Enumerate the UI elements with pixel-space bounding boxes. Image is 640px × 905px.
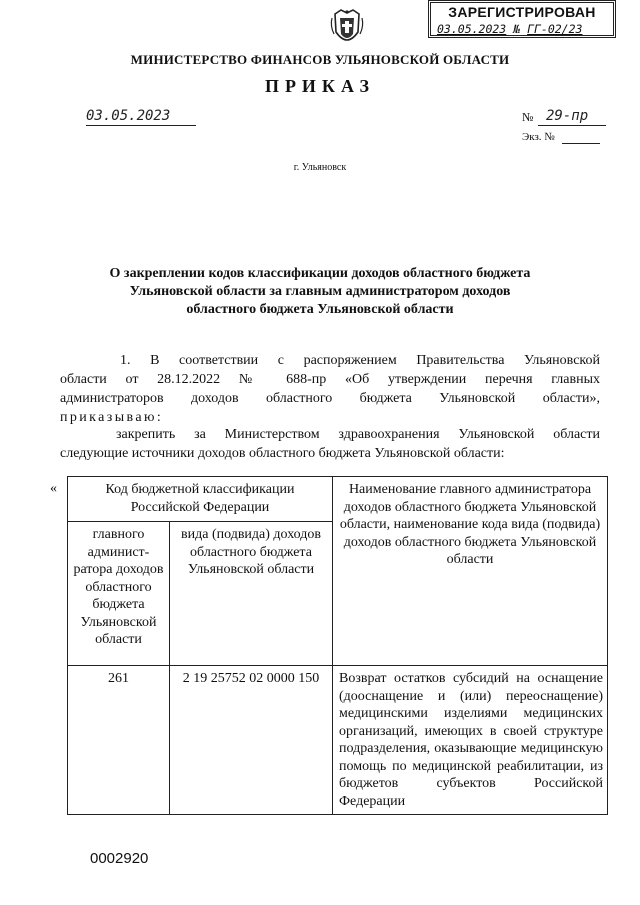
title-line: Ульяновской области за главным администратором доходов <box>129 284 511 299</box>
income-codes-table <box>67 476 608 815</box>
paragraph-1 <box>60 351 600 408</box>
para2-line: следующие источники доходов областного бюджета Ульяновской области: <box>60 446 505 461</box>
title-line: О закреплении кодов классификации доходов областного бюджета <box>109 266 531 281</box>
order-date: 03.05.2023 <box>86 108 196 126</box>
title-line: областного бюджета Ульяновской области <box>186 302 454 317</box>
admin-code-cell: 261 <box>68 666 170 815</box>
stamp-number: ГГ-02/23 <box>527 22 583 36</box>
copy-number-line <box>562 131 600 144</box>
city: г. Ульяновск <box>293 162 347 173</box>
order-number: 29-пр <box>538 108 606 126</box>
table-row <box>68 666 608 815</box>
copy-number-label: Экз. № <box>522 131 555 143</box>
opening-quote: « <box>50 481 57 496</box>
header-administrator-name: Наименование главного администратора доходов областного бюджета Ульяновской области, наименование кода вида (подвида) доходов областного бюджета Ульяновской области <box>333 477 608 666</box>
registration-stamp <box>428 0 616 38</box>
document-type: ПРИКАЗ <box>264 76 376 96</box>
stamp-date: 03.05.2023 <box>437 22 507 36</box>
income-name-cell: Возврат остатков субсидий на оснащение (дооснащение и (или) переоснащение) медицинскими изделиями медицинских организаций, имеющих в своей структуре подразделения, оказывающие медицинскую помощь по медицинской реабилитации, из бюджетов субъектов Российской Федерации <box>333 666 608 815</box>
subheader-admin-code: главного админист-ратора доходов областного бюджета Ульяновской области <box>68 522 170 666</box>
header-bk-code: Код бюджетной классификации Российской Федерации <box>68 477 333 522</box>
stamp-no-sign: № <box>513 22 521 36</box>
para2-line: закрепить за Министерством здравоохранения Ульяновской области <box>116 427 600 442</box>
stamp-details <box>437 22 582 36</box>
document-serial-number: 0002920 <box>90 850 149 867</box>
para1-line: области от 28.12.2022 № 688-пр «Об утверждении перечня главных <box>60 372 600 387</box>
paragraph-2 <box>60 425 600 444</box>
prikazyvayu: приказываю: <box>60 410 164 425</box>
ministry-name: МИНИСТЕРСТВО ФИНАНСОВ УЛЬЯНОВСКОЙ ОБЛАСТИ <box>130 52 510 67</box>
order-title <box>60 265 580 319</box>
para1-line: 1. В соответствии с распоряжением Правительства Ульяновской <box>120 353 600 368</box>
coat-of-arms-icon <box>329 8 365 50</box>
subheader-income-code: вида (подвида) доходов областного бюджета Ульяновской области <box>170 522 333 666</box>
order-number-label: № <box>522 110 534 124</box>
stamp-title: ЗАРЕГИСТРИРОВАН <box>448 4 596 20</box>
income-code-cell: 2 19 25752 02 0000 150 <box>170 666 333 815</box>
para1-line: администраторов доходов областного бюджета Ульяновской области», <box>60 391 600 406</box>
